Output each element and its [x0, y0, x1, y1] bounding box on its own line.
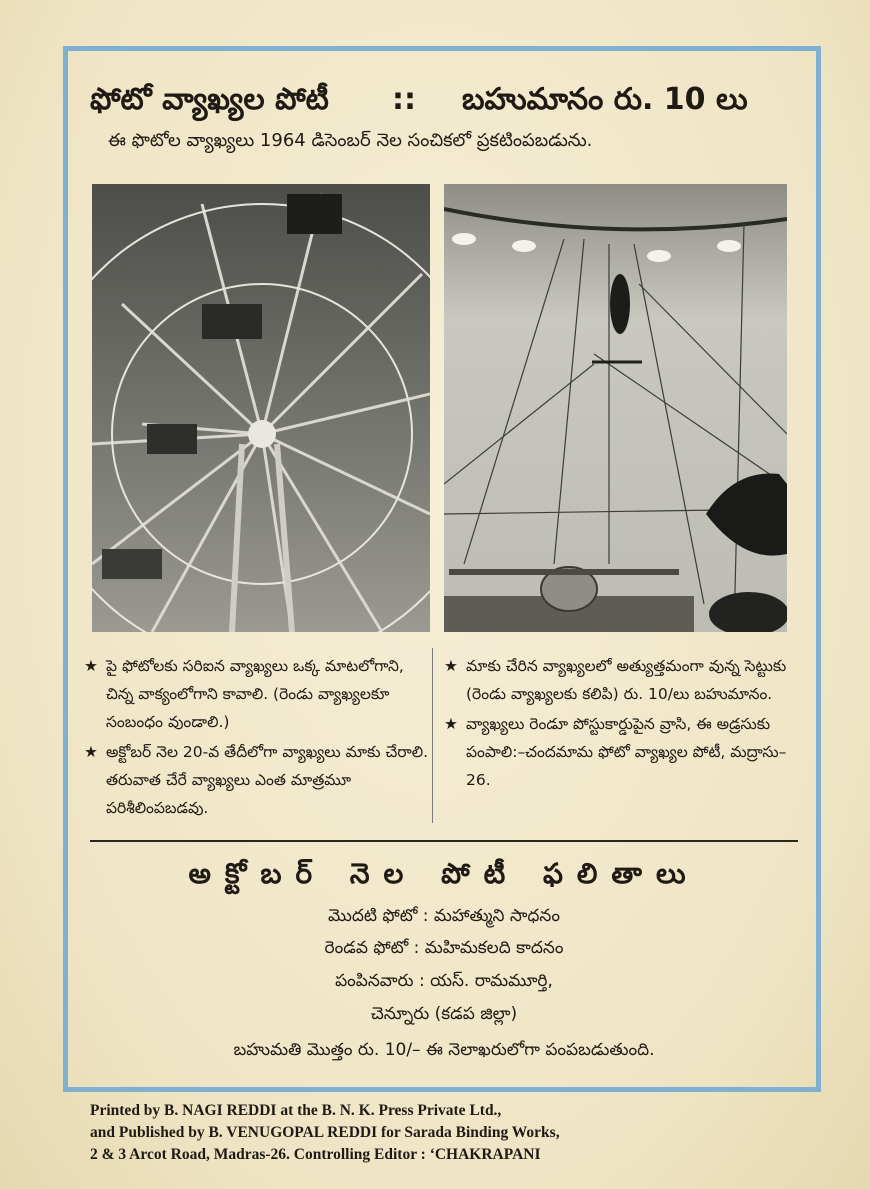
result-first-photo: మొదటి ఫోటో : మహాత్ముని సాధనం	[328, 906, 560, 926]
star-icon: ★	[444, 657, 458, 675]
rule-text: వ్యాఖ్యలు రెండూ పోస్టుకార్డుపైన వ్రాసి, ఈ అడ్రసుకు పంపాలి:–చందమామ ఫోటో వ్యాఖ్యల పోటీ, మద్రాసు–26.	[466, 715, 787, 789]
announcement-subtitle: ఈ ఫొటోల వ్యాఖ్యలు 1964 డిసెంబర్ నెల సంచికలో ప్రకటింపబడును.	[108, 130, 593, 151]
star-icon: ★	[84, 743, 98, 761]
result-prize-note: బహుమతి మొత్తం రు. 10/– ఈ నెలాఖరులోగా పంపబడుతుంది.	[233, 1040, 655, 1060]
rule-item	[444, 652, 794, 708]
star-icon: ★	[84, 657, 98, 675]
title-separator: ::	[392, 82, 416, 117]
results-heading: అక్టోబర్ నెల పోటీ ఫలితాలు	[188, 857, 700, 890]
result-second-photo: రెండవ ఫోటో : మహిమకలది కాదనం	[324, 938, 564, 958]
trapeze-photo	[444, 184, 787, 632]
rules-right-column	[444, 652, 794, 796]
rule-item	[444, 710, 794, 794]
section-divider	[90, 840, 798, 842]
rule-text: మాకు చేరిన వ్యాఖ్యలలో అత్యుత్తమంగా వున్న సెట్టుకు (రెండు వ్యాఖ్యలకు కలిపి) రు. 10/లు బహుమానం.	[466, 657, 787, 703]
rule-item	[84, 738, 430, 822]
imprint-line: and Published by B. VENUGOPAL REDDI for Sarada Binding Works,	[90, 1124, 560, 1141]
rules-left-column	[84, 652, 430, 824]
title-left: ఫోటో వ్యాఖ్యల పోటీ	[90, 82, 329, 117]
imprint-line: Printed by B. NAGI REDDI at the B. N. K. Press Private Ltd.,	[90, 1102, 502, 1119]
rule-text: అక్టోబర్ నెల 20-వ తేదీలోగా వ్యాఖ్యలు మాకు చేరాలి. తరువాత చేరే వ్యాఖ్యలు ఎంత మాత్రమూ పరిశీలింపబడవు.	[106, 743, 429, 817]
star-icon: ★	[444, 715, 458, 733]
result-sender-place: చెన్నూరు (కడప జిల్లా)	[370, 1004, 518, 1024]
title-prize: బహుమానం రు. 10 లు	[462, 82, 748, 117]
contest-title	[90, 78, 790, 122]
rule-text: పై ఫోటోలకు సరిఐన వ్యాఖ్యలు ఒక్క మాటలోగాని, చిన్న వాక్యంలోగాని కావాలి. (రెండు వ్యాఖ్యలకూ సంబంధం వుండాలి.)	[106, 657, 404, 731]
imprint-line: 2 & 3 Arcot Road, Madras-26. Controlling Editor : ‘CHAKRAPANI	[90, 1146, 541, 1163]
imprint-footer	[90, 1100, 790, 1166]
ferris-wheel-photo	[92, 184, 430, 632]
rule-item	[84, 652, 430, 736]
column-divider	[432, 648, 433, 823]
result-sender: పంపినవారు : యస్. రామమూర్తి,	[335, 971, 553, 991]
